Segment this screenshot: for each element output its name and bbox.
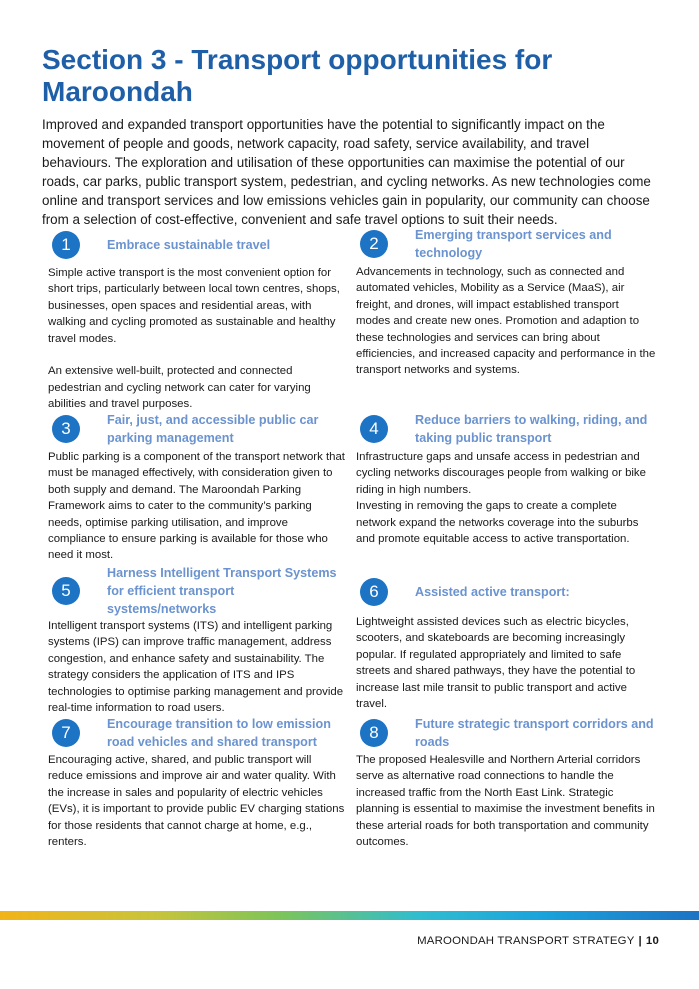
opportunity-body: Lightweight assisted devices such as electric bicycles, scooters, and skateboards are becoming increasingly popular. If regulated appropriately and limited to safe streets and shared pathways, they have the potential to increase last mile transit to public transport and active travel. bbox=[356, 616, 636, 711]
number-badge: 3 bbox=[52, 415, 80, 443]
opportunity-title: Embrace sustainable travel bbox=[107, 238, 271, 252]
number-badge: 4 bbox=[360, 415, 388, 443]
opportunity-body: The proposed Healesville and Northern Arterial corridors serve as alternative road connections to handle the increased traffic from the North East Link. Strategic planning is essential to maximise the investment benefits in these arterial roads for both transportation and community outcomes. bbox=[356, 754, 655, 849]
opportunity-title: Assisted active transport: bbox=[415, 585, 570, 599]
footer-separator: | bbox=[638, 935, 642, 947]
opportunity-title: Reduce barriers to walking, riding, and taking public transport bbox=[415, 413, 648, 445]
number-badge: 6 bbox=[360, 578, 388, 606]
opportunity-7 bbox=[48, 715, 348, 850]
number-badge: 7 bbox=[52, 719, 80, 747]
page-title: Section 3 - Transport opportunities for Maroondah bbox=[42, 44, 553, 107]
opportunity-body: Intelligent transport systems (ITS) and intelligent parking systems (IPS) can improve traffic management, address congestion, and enhance safety and sustainability. The strategy considers the application of ITS and IPS technologies to optimise parking management and provide real-time information to road users. bbox=[48, 620, 344, 715]
page-footer bbox=[417, 935, 659, 947]
opportunity-2 bbox=[356, 226, 656, 379]
number-badge: 8 bbox=[360, 719, 388, 747]
opportunity-8 bbox=[356, 715, 656, 850]
opportunity-6 bbox=[356, 577, 656, 712]
page-number: 10 bbox=[645, 935, 659, 947]
opportunity-body: Advancements in technology, such as connected and automated vehicles, Mobility as a Service (MaaS), air freight, and drones, will impact established transport modes and create new ones. Promotion and adaption to these technologies and services can bring about efficiencies, and increased capacity and performance in the transport networks and systems. bbox=[356, 266, 656, 377]
opportunity-title: Encourage transition to low emission road vehicles and shared transport bbox=[107, 717, 331, 749]
opportunity-body: Encouraging active, shared, and public transport will reduce emissions and improve air and water quality. With the increase in sales and popularity of electric vehicles (EVs), it is important to provide public EV charging stations for those residents that cannot charge at home, e.g., renters. bbox=[48, 754, 345, 849]
opportunity-title: Fair, just, and accessible public car parking management bbox=[107, 413, 319, 445]
number-badge: 2 bbox=[360, 230, 388, 258]
gradient-bar bbox=[0, 911, 699, 920]
opportunity-1 bbox=[48, 230, 348, 413]
number-badge: 5 bbox=[52, 577, 80, 605]
document-name: MAROONDAH TRANSPORT STRATEGY bbox=[417, 935, 635, 947]
opportunity-body: Infrastructure gaps and unsafe access in pedestrian and cycling networks discourages people from walking or bike riding in high numbers. Investing in removing the gaps to create a complete network expand the networks coverage into the suburbs and promote equitable access to active transportation. bbox=[356, 451, 646, 546]
opportunity-4 bbox=[356, 411, 656, 547]
opportunity-3 bbox=[48, 411, 348, 564]
opportunity-body: Public parking is a component of the transport network that must be managed effectively, with consideration given to both supply and demand. The Maroondah Parking Framework aims to cater to the community’s parking needs, optimise parking utilisation, and improve compliance to ensure parking is available for those who need it most. bbox=[48, 451, 345, 562]
intro-paragraph: Improved and expanded transport opportunities have the potential to significantly impact on the movement of people and goods, network capacity, road safety, service availability, and travel behaviours. The exploration and utilisation of these opportunities can maximise the potential of our roads, car parks, public transport system, pedestrian, and cycling networks. As new technologies come online and transport services and low emissions vehicles gain in popularity, our community can choose from a selection of cost-effective, convenient and safe travel options to suit their needs. bbox=[42, 117, 651, 227]
opportunity-title: Future strategic transport corridors and roads bbox=[415, 717, 654, 749]
opportunity-title: Harness Intelligent Transport Systems for efficient transport systems/networks bbox=[107, 566, 337, 616]
opportunity-5 bbox=[48, 564, 348, 716]
opportunity-title: Emerging transport services and technology bbox=[415, 228, 612, 260]
number-badge: 1 bbox=[52, 231, 80, 259]
opportunity-body: Simple active transport is the most convenient option for short trips, particularly between local town centres, shops, businesses, open spaces and residential areas, with walking and cycling promoted as sustainable and healthy travel modes. An extensive well-built, protected and connected pedestrian and cycling network can cater for varying abilities and travel purposes. bbox=[48, 267, 340, 411]
